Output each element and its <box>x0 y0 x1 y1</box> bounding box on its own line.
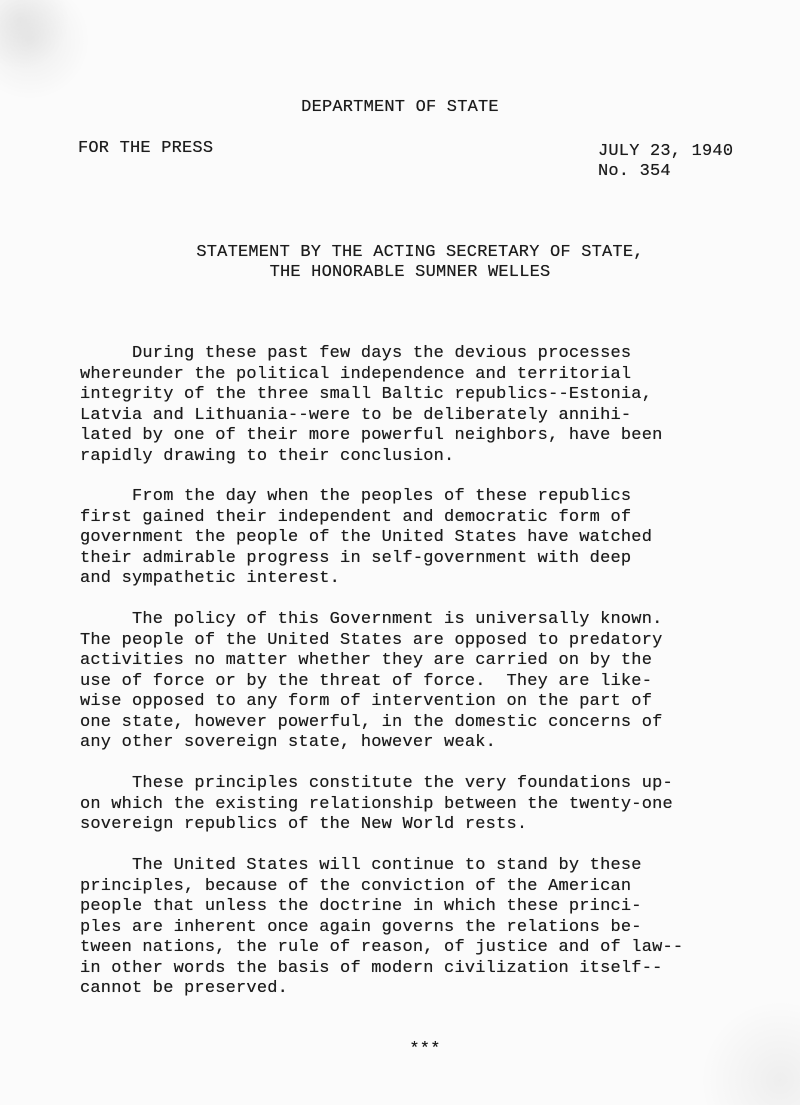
paragraph-line: people that unless the doctrine in which these princi- <box>80 897 642 916</box>
for-press-label: FOR THE PRESS <box>78 139 214 158</box>
paragraph-line: use of force or by the threat of force. They are like- <box>80 671 653 691</box>
paragraph-line: rapidly drawing to their conclusion. <box>80 446 455 466</box>
paragraph-line: in other words the basis of modern civilization itself-- <box>80 958 663 978</box>
paragraph-line: These principles constitute the very foundations up- <box>80 774 673 793</box>
paragraph-line: first gained their independent and democratic form of <box>80 507 632 527</box>
paragraph-line: The people of the United States are opposed to predatory <box>80 630 663 650</box>
end-mark: *** <box>409 1040 441 1059</box>
paragraph-line: Latvia and Lithuania--were to be deliberately annihi- <box>80 405 632 425</box>
paragraph-line: The United States will continue to stand by these <box>80 856 642 875</box>
paragraph-line: The policy of this Government is universally known. <box>80 610 663 629</box>
paper-smudge <box>0 0 120 80</box>
paragraph-line: and sympathetic interest. <box>80 569 341 588</box>
paragraph-line: any other sovereign state, however weak. <box>80 733 497 752</box>
paragraph-line: wise opposed to any form of intervention on the part of <box>80 692 653 711</box>
paragraph-line: on which the existing relationship between the twenty-one <box>80 794 673 814</box>
department-heading: DEPARTMENT OF STATE <box>301 98 499 117</box>
paragraph-line: their admirable progress in self-government with deep <box>80 548 632 568</box>
paragraph-1 <box>80 344 770 467</box>
statement-title-line1: STATEMENT BY THE ACTING SECRETARY OF STATE, <box>196 243 644 262</box>
release-date: JULY 23, 1940 <box>598 142 734 161</box>
paragraph-line: sovereign republics of the New World rests. <box>80 815 528 834</box>
statement-title-line2: THE HONORABLE SUMNER WELLES <box>269 263 551 282</box>
paragraph-4 <box>80 774 770 836</box>
paragraph-line: government the people of the United States have watched <box>80 528 653 547</box>
paragraph-line: one state, however powerful, in the domestic concerns of <box>80 712 663 732</box>
release-number: No. 354 <box>598 162 671 181</box>
paragraph-5 <box>80 856 770 1000</box>
paragraph-line: whereunder the political independence and territorial <box>80 364 632 384</box>
paragraph-line: ples are inherent once again governs the relations be- <box>80 917 642 937</box>
paragraph-2 <box>80 487 770 590</box>
paragraph-line: activities no matter whether they are carried on by the <box>80 651 653 670</box>
paragraph-line: During these past few days the devious processes <box>80 344 632 363</box>
paragraph-line: From the day when the peoples of these republics <box>80 487 632 506</box>
paragraph-line: cannot be preserved. <box>80 979 289 998</box>
paragraph-3 <box>80 610 770 754</box>
paragraph-line: lated by one of their more powerful neighbors, have been <box>80 426 663 445</box>
paragraph-line: tween nations, the rule of reason, of justice and of law-- <box>80 938 684 957</box>
paragraph-line: integrity of the three small Baltic republics--Estonia, <box>80 385 653 404</box>
paragraph-line: principles, because of the conviction of the American <box>80 876 632 896</box>
